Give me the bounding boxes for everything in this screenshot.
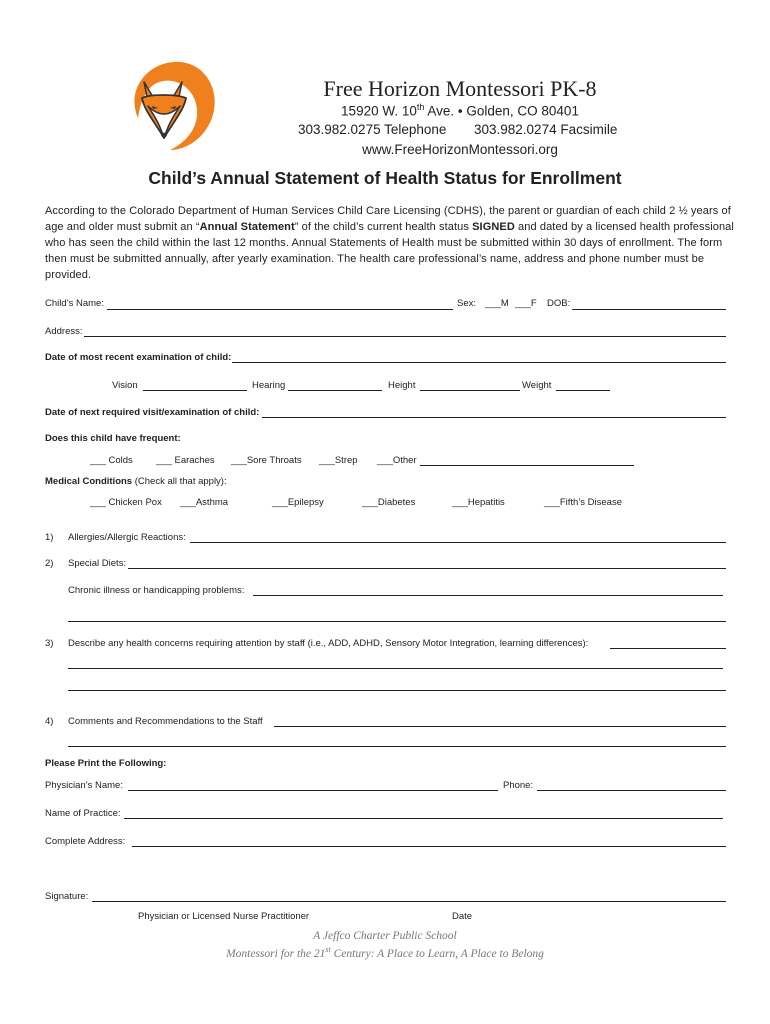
dob-label: DOB: (547, 298, 571, 309)
school-website[interactable]: www.FreeHorizonMontessori.org (362, 142, 558, 157)
chronic-illness-field[interactable] (253, 595, 723, 596)
next-visit-field[interactable] (262, 417, 726, 418)
footer-line-1: A Jeffco Charter Public School (313, 930, 457, 942)
hepatitis-option[interactable]: ___Hepatitis (452, 497, 505, 508)
special-diets-label: Special Diets: (68, 558, 127, 569)
address-label: Address: (45, 326, 83, 337)
intro-paragraph: According to the Colorado Department of Human Services Child Care Licensing (CDHS), the parent or guardian of each child 2 ½ years of age and older must submit an “Annual Statement” of the child’s current health status SIGNED and dated by a licensed health professional who has seen the child within the last 12 months. Annual Statements of Health must be submitted within 30 days of enrollment. The form then must be submitted annually, after yearly examination. The health care professional’s name, address and phone number must be provided. (45, 205, 734, 281)
comments-label: Comments and Recommendations to the Staff (68, 716, 263, 727)
other-option[interactable]: ___Other (377, 455, 417, 466)
school-address: 15920 W. 10th Ave. • Golden, CO 80401 (341, 102, 579, 119)
sex-male-option[interactable]: ___M (485, 298, 509, 309)
address-field[interactable] (84, 336, 726, 337)
health-concerns-label: Describe any health concerns requiring attention by staff (i.e., ADD, ADHD, Sensory Motor Integration, learning differences): (68, 638, 589, 649)
school-name: Free Horizon Montessori PK-8 (323, 76, 597, 101)
vision-label: Vision (112, 380, 138, 391)
practice-field[interactable] (124, 818, 723, 819)
q2-number: 2) (45, 558, 54, 569)
q1-number: 1) (45, 532, 54, 543)
recent-exam-field[interactable] (232, 362, 726, 363)
health-concerns-field-2[interactable] (68, 668, 723, 669)
chronic-illness-field-2[interactable] (68, 621, 726, 622)
next-visit-label: Date of next required visit/examination of child: (45, 407, 260, 418)
colds-option[interactable]: ___ Colds (90, 455, 133, 466)
allergies-label: Allergies/Allergic Reactions: (68, 532, 186, 543)
strep-option[interactable]: ___Strep (319, 455, 358, 466)
height-label: Height (388, 380, 416, 391)
allergies-field[interactable] (190, 542, 726, 543)
practice-label: Name of Practice: (45, 808, 121, 819)
dob-field[interactable] (572, 309, 726, 310)
date-caption: Date (452, 911, 473, 922)
child-name-field[interactable] (107, 309, 453, 310)
comments-field[interactable] (274, 726, 726, 727)
chronic-illness-label: Chronic illness or handicapping problems: (68, 585, 245, 596)
fifths-disease-option[interactable]: ___Fifth’s Disease (544, 497, 622, 508)
school-telephone: 303.982.0275 Telephone (298, 122, 447, 137)
child-name-label: Child’s Name: (45, 298, 104, 309)
earaches-option[interactable]: ___ Earaches (156, 455, 215, 466)
comments-field-2[interactable] (68, 746, 726, 747)
signature-caption: Physician or Licensed Nurse Practitioner (138, 911, 310, 922)
phone-field[interactable] (537, 790, 726, 791)
chicken-pox-option[interactable]: ___ Chicken Pox (90, 497, 162, 508)
physician-name-label: Physician’s Name: (45, 780, 123, 791)
weight-label: Weight (522, 380, 552, 391)
diabetes-option[interactable]: ___Diabetes (362, 497, 416, 508)
complete-address-field[interactable] (132, 846, 726, 847)
footer-line-2: Montessori for the 21st Century: A Place to Learn, A Place to Belong (226, 945, 544, 960)
medical-conditions-label: Medical Conditions (Check all that apply): (45, 476, 227, 487)
special-diets-field[interactable] (128, 568, 726, 569)
health-concerns-field-3[interactable] (68, 690, 726, 691)
frequent-question: Does this child have frequent: (45, 433, 181, 444)
q4-number: 4) (45, 716, 54, 727)
phone-label: Phone: (503, 780, 534, 791)
q3-number: 3) (45, 638, 54, 649)
hearing-field[interactable] (288, 390, 382, 391)
recent-exam-label: Date of most recent examination of child: (45, 352, 232, 363)
other-field[interactable] (420, 465, 634, 466)
signature-label: Signature: (45, 891, 89, 902)
height-field[interactable] (420, 390, 520, 391)
signature-field[interactable] (92, 901, 726, 902)
sore-throats-option[interactable]: ___Sore Throats (231, 455, 302, 466)
please-print-heading: Please Print the Following: (45, 758, 167, 769)
hearing-label: Hearing (252, 380, 286, 391)
sex-female-option[interactable]: ___F (515, 298, 537, 309)
health-concerns-field[interactable] (610, 648, 726, 649)
weight-field[interactable] (556, 390, 610, 391)
complete-address-label: Complete Address: (45, 836, 126, 847)
sex-label: Sex: (457, 298, 477, 309)
vision-field[interactable] (143, 390, 247, 391)
form-title: Child’s Annual Statement of Health Status for Enrollment (148, 168, 622, 188)
physician-name-field[interactable] (128, 790, 498, 791)
asthma-option[interactable]: ___Asthma (180, 497, 229, 508)
school-facsimile: 303.982.0274 Facsimile (474, 122, 618, 137)
epilepsy-option[interactable]: ___Epilepsy (272, 497, 324, 508)
